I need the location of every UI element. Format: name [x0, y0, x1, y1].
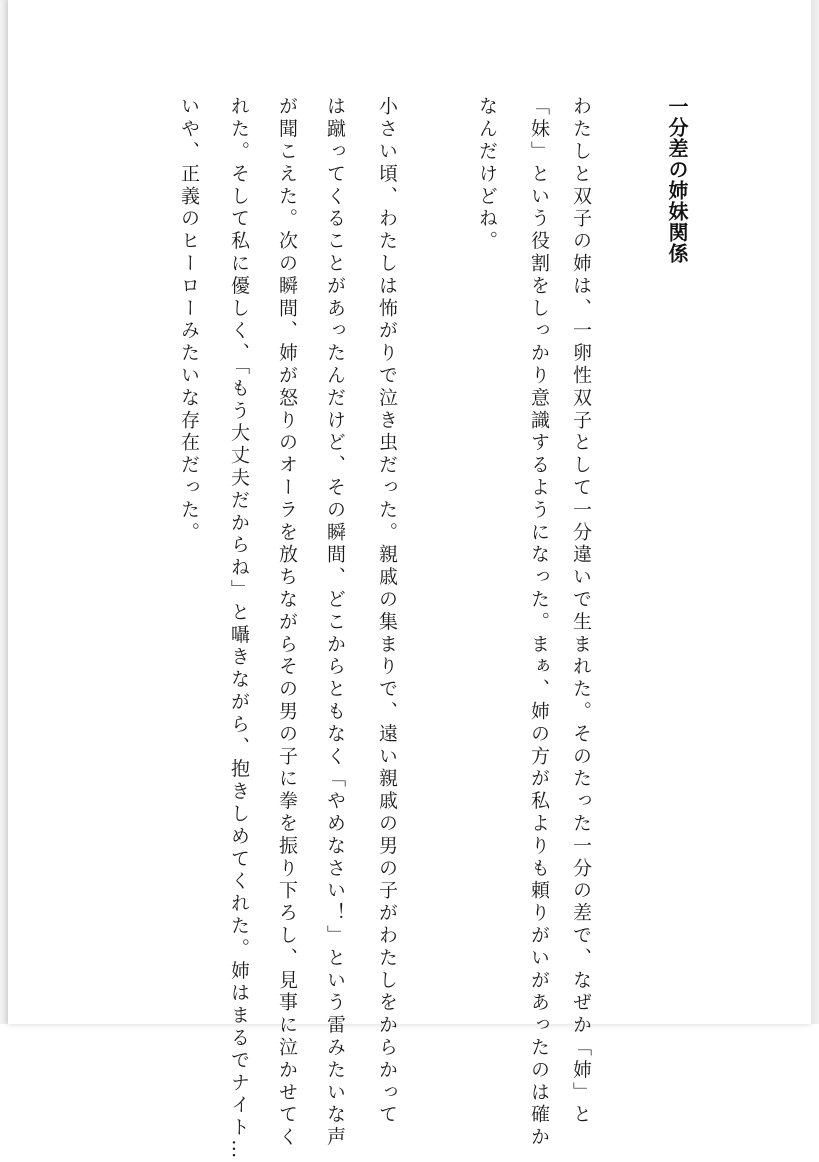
text-line-1: わたしと双子の姉は、一卵性双子として一分違いで生まれた。そのたった一分の差で、なぜか「姉」と: [570, 96, 592, 1127]
document-page: [8, 0, 811, 1162]
chapter-title: 一分差の姉妹関係: [665, 96, 689, 264]
viewer-edge-right: [811, 0, 819, 1024]
text-line-5: 小さい頃、わたしは怖がりで泣き虫だった。親戚の集まりで、遠い親戚の男の子がわたしをからかって: [376, 96, 398, 1127]
text-line-2: 「妹」という役割をしっかり意識するようになった。まぁ、姉の方が私よりも頼りがいがあったのは確か: [528, 96, 550, 1149]
text-line-8: れた。そして私に優しく、「もう大丈夫だからね」と囁きながら、抱きしめてくれた。姉はまるでナイト…: [228, 96, 250, 1162]
text-line-3: なんだけどね。: [476, 96, 498, 253]
viewer-edge-left: [0, 0, 8, 1024]
text-line-7: が聞こえた。次の瞬間、姉が怒りのオーラを放ちながらその男の子に拳を振り下ろし、見事に泣かせてく: [276, 96, 298, 1149]
text-line-6: は蹴ってくることがあったんだけど、その瞬間、どこからともなく「やめなさい！」という雷みたいな声: [324, 96, 346, 1149]
text-line-9: いや、正義のヒーローみたいな存在だった。: [178, 96, 200, 544]
